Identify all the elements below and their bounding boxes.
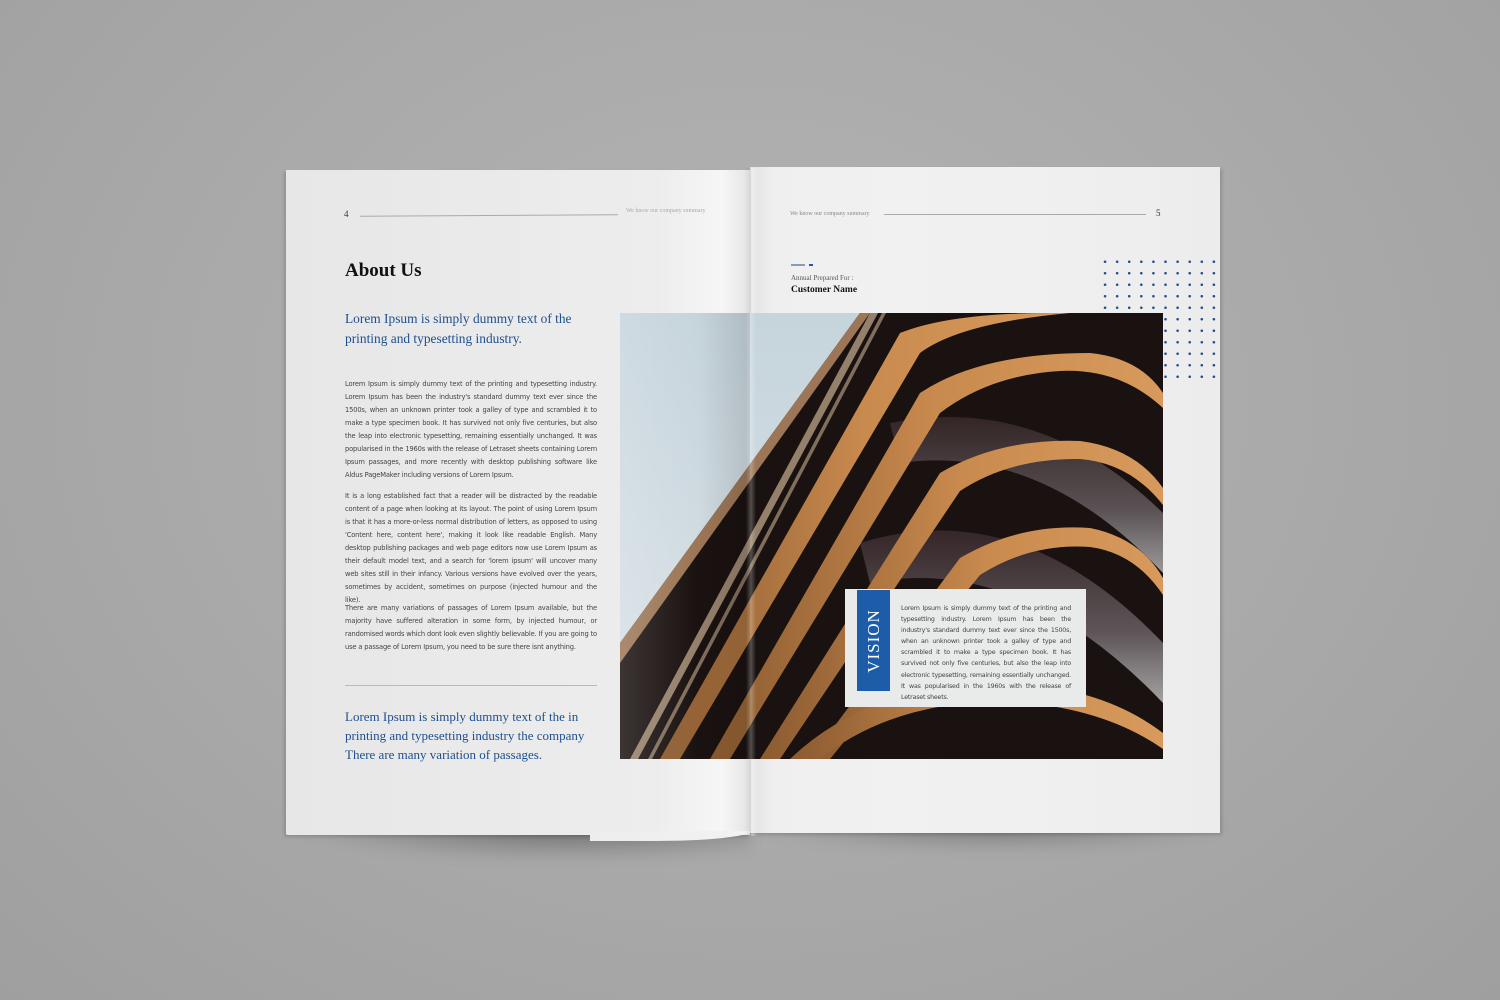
prepared-for-label: Annual Prepared For : — [791, 274, 854, 282]
customer-name: Customer Name — [791, 285, 858, 295]
page-title: About Us — [345, 260, 422, 281]
photo-fold-shading — [620, 313, 750, 759]
vision-label-tab — [857, 590, 890, 691]
body-paragraph-1: Lorem Ipsum is simply dummy text of the printing and typesetting industry. Lorem Ipsum has been the industry's standard dummy text ever since the 1500s, when an unknown printer took a galley of type and scrambled it to make a type specimen book. It has survived not only five centuries, but also the leap into electronic typesetting, remaining essentially unchanged. It was popularised in the 1960s with the release of Letraset sheets containing Lorem Ipsum passages, and more recently with desktop publishing software like Aldus PageMaker including versions of Lorem Ipsum. — [345, 380, 597, 479]
accent-dash — [791, 264, 805, 266]
page-number-left: 4 — [344, 209, 349, 219]
body-paragraph-3: There are many variations of passages of Lorem Ipsum available, but the majority have suffered alteration in some form, by injected humour, or randomised words which dont look even slightly believable. If you are going to use a passage of Lorem Ipsum, you need to be sure there isnt anything. — [345, 604, 597, 651]
lead-statement: Lorem Ipsum is simply dummy text of the printing and typesetting industry. — [345, 311, 572, 346]
header-text-right: We know our company summary — [790, 211, 870, 217]
header-rule-right — [884, 214, 1146, 215]
body-paragraph-2: It is a long established fact that a reader will be distracted by the readable content of a page when looking at its layout. The point of using Lorem Ipsum is that it has a more-or-less normal distribution of letters, as opposed to using 'Content here, content here', making it look like readable English. Many desktop publishing packages and web page editors now use Lorem Ipsum as their default model text, and a search for 'lorem ipsum' will uncover many web sites still in their infancy. Various versions have evolved over the years, sometimes by accident, sometimes on purpose (injected humour and the like). — [345, 492, 597, 604]
page-number-right: 5 — [1156, 208, 1161, 218]
closing-statement: Lorem Ipsum is simply dummy text of the in printing and typesetting industry the company There are many variation of passages. — [345, 709, 585, 762]
vision-label: VISION — [863, 608, 883, 673]
accent-dot — [809, 264, 813, 266]
header-text-left: We know our company summary — [626, 208, 706, 214]
vision-text: Lorem Ipsum is simply dummy text of the printing and typesetting industry. Lorem Ipsum has been the industry's standard dummy text ever since the 1500s, when an unknown printer took a galley of type and scrambled it to make a type specimen book. It has survived not only five centuries, but also the leap into electronic typesetting, remaining essentially unchanged. It was popularised in the 1960s with the release of Letraset sheets. — [901, 605, 1071, 701]
photo-fold-highlight — [746, 313, 756, 759]
section-divider — [345, 685, 597, 686]
